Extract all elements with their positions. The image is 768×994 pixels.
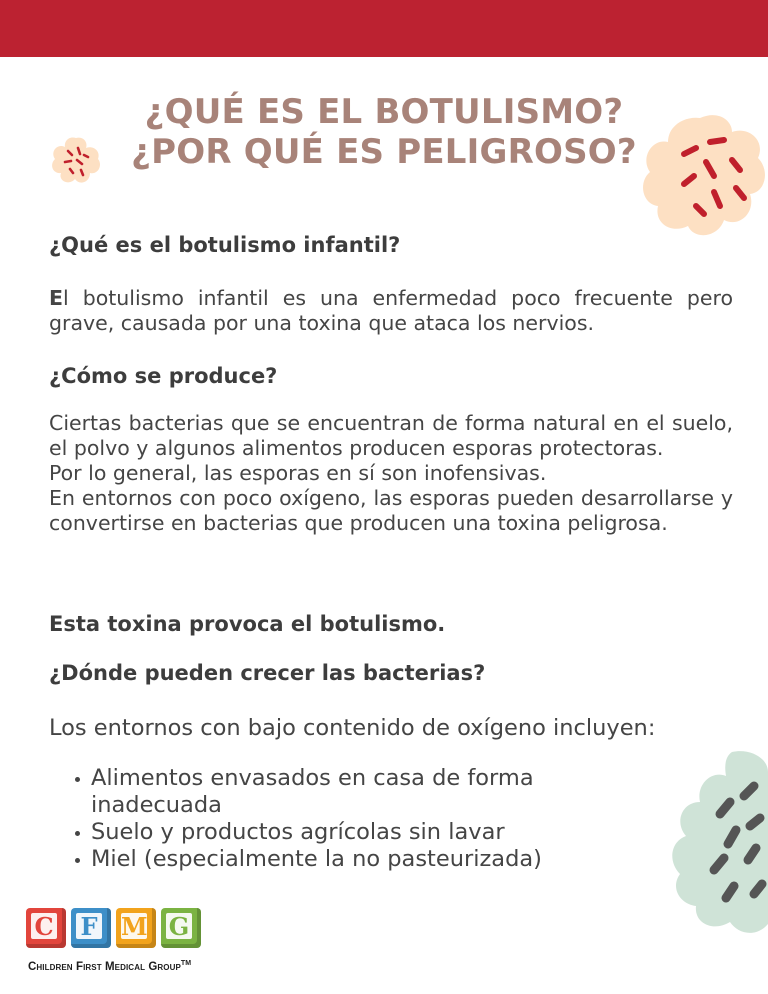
where-intro: Los entornos con bajo contenido de oxígeno incluyen:	[49, 715, 656, 741]
logo-block-c: C	[26, 908, 66, 948]
what-is-body: l botulismo infantil es una enfermedad poco frecuente pero grave, causada por una toxina que ataca los nervios.	[49, 286, 733, 335]
section-heading-what-is: ¿Qué es el botulismo infantil?	[49, 233, 401, 257]
green-bacteria-icon	[666, 748, 768, 934]
logo-block-f: F	[71, 908, 111, 948]
list-item: Suelo y productos agrícolas sin lavar	[49, 819, 609, 846]
section-heading-where: ¿Dónde pueden crecer las bacterias?	[49, 661, 486, 685]
drop-letter: E	[49, 286, 64, 310]
how-paragraph-2: Por lo general, las esporas en sí son inofensivas.	[49, 461, 547, 485]
logo-block-m: M	[116, 908, 156, 948]
environment-list	[49, 765, 609, 873]
section-how-text	[49, 411, 733, 536]
header-bar	[0, 0, 768, 57]
section-heading-how: ¿Cómo se produce?	[49, 364, 278, 388]
list-item: Alimentos envasados en casa de forma inadecuada	[49, 765, 609, 819]
small-bacteria-icon	[48, 133, 104, 189]
title-line-1: ¿QUÉ ES EL BOTULISMO?	[144, 92, 624, 132]
title-line-2: ¿POR QUÉ ES PELIGROSO?	[131, 132, 637, 172]
cfmg-logo	[26, 908, 241, 980]
callout-text: Esta toxina provoca el botulismo.	[49, 612, 446, 636]
list-item: Miel (especialmente la no pasteurizada)	[49, 846, 609, 873]
large-bacteria-icon	[640, 110, 768, 242]
how-paragraph-1: Ciertas bacterias que se encuentran de forma natural en el suelo, el polvo y algunos alimentos producen esporas protectoras.	[49, 411, 733, 460]
logo-block-g: G	[161, 908, 201, 948]
logo-name: Children First Medical Group™	[28, 960, 192, 973]
section-what-is-text	[49, 286, 733, 336]
how-paragraph-3: En entornos con poco oxígeno, las esporas pueden desarrollarse y convertirse en bacterias que producen una toxina peligrosa.	[49, 486, 733, 535]
